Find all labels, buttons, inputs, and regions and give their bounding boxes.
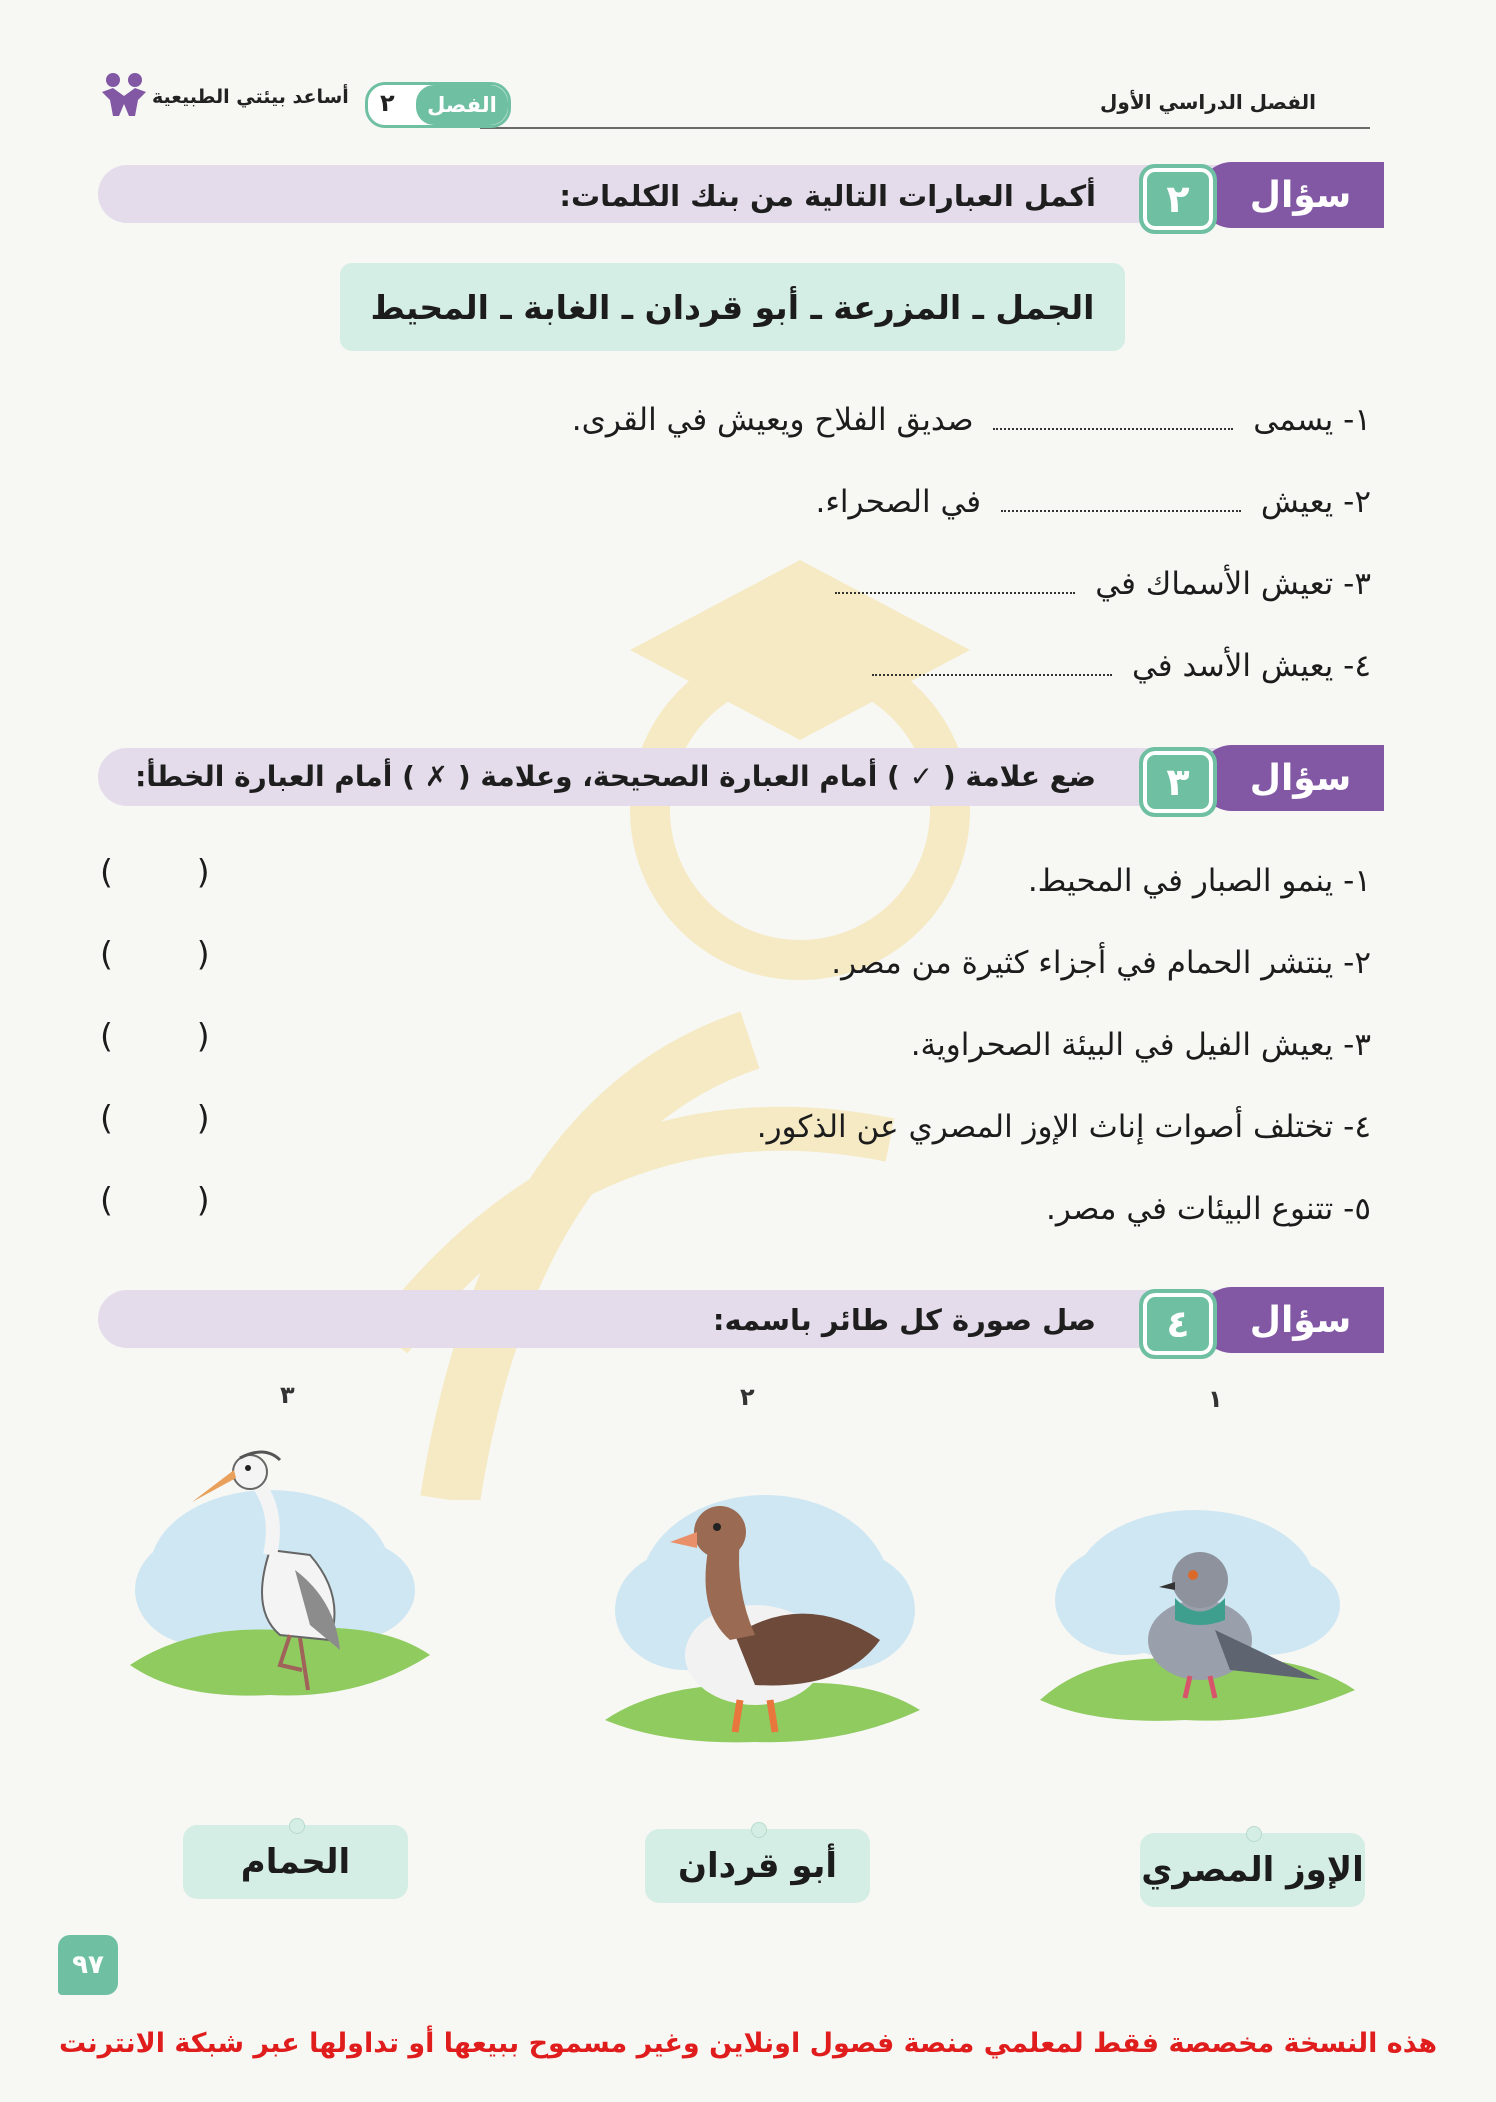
q4-instruction: صل صورة كل طائر باسمه: [712,1303,1096,1337]
q2-item-4-start: ٤- يعيش الأسد في [1131,648,1371,684]
q3-answer-5[interactable]: ( ) [100,1180,210,1219]
q2-item-4 [862,648,1371,684]
chapter-label: الفصل [416,85,508,125]
q3-item-1: ١- ينمو الصبار في المحيط. [1027,863,1371,899]
pigeon-picture[interactable] [1035,1490,1360,1730]
q3-item-5: ٥- تتنوع البيئات في مصر. [1046,1191,1371,1227]
q2-label: سؤال [1199,162,1384,228]
goose-picture[interactable] [605,1470,920,1750]
heron-picture[interactable] [130,1420,430,1720]
q3-answer-4[interactable]: ( ) [100,1098,210,1137]
q2-item-2-end: في الصحراء. [815,484,982,520]
q2-item-1-blank[interactable] [993,406,1233,430]
connect-dot[interactable] [751,1822,767,1838]
q2-item-1-start: ١- يسمى [1253,402,1371,438]
chapter-pill [365,82,511,128]
q3-answer-1[interactable]: ( ) [100,852,210,891]
connect-dot[interactable] [1246,1826,1262,1842]
name-box-cattle-egret[interactable] [645,1829,870,1903]
word-bank: الجمل ـ المزرعة ـ أبو قردان ـ الغابة ـ المحيط [340,263,1125,351]
q3-badge [1139,745,1384,811]
q2-number: ٢ [1139,164,1217,234]
name-box-egyptian-goose[interactable] [1140,1833,1365,1907]
header-rule [480,127,1370,129]
picture-number-1: ١ [1208,1385,1223,1413]
q3-number: ٣ [1139,747,1217,817]
q4-badge [1139,1287,1384,1353]
q2-item-1-end: صديق الفلاح ويعيش في القرى. [571,402,974,438]
q2-item-3-start: ٣- تعيش الأسماك في [1095,566,1371,602]
q3-item-3: ٣- يعيش الفيل في البيئة الصحراوية. [910,1027,1371,1063]
q4-label: سؤال [1199,1287,1384,1353]
q4-number: ٤ [1139,1289,1217,1359]
name-box-pigeon[interactable] [183,1825,408,1899]
q2-item-2 [816,484,1372,520]
chapter-number: ٢ [380,89,395,117]
footer-note: هذه النسخة مخصصة فقط لمعلمي منصة فصول اونلاين وغير مسموح ببيعها أو تداولها عبر شبكة الانترنت [58,2028,1438,2059]
picture-number-2: ٢ [740,1383,755,1411]
q2-item-3-blank[interactable] [835,570,1075,594]
q2-item-2-blank[interactable] [1001,488,1241,512]
q2-item-4-blank[interactable] [872,652,1112,676]
q2-badge [1139,162,1384,228]
term-label: الفصل الدراسي الأول [1100,90,1316,114]
q3-item-4: ٤- تختلف أصوات إناث الإوز المصري عن الذكور. [756,1109,1371,1145]
q3-answer-2[interactable]: ( ) [100,934,210,973]
connect-dot[interactable] [289,1818,305,1834]
kids-icon [98,70,150,118]
q2-item-2-start: ٢- يعيش [1260,484,1371,520]
q2-instruction: أكمل العبارات التالية من بنك الكلمات: [559,179,1096,213]
q3-instruction: ضع علامة ( ✓ ) أمام العبارة الصحيحة، وعلامة ( ✗ ) أمام العبارة الخطأ: [135,760,1096,793]
picture-number-3: ٣ [280,1381,295,1409]
page-number: ٩٧ [58,1935,118,1995]
bird-name-1: الإوز المصري [1141,1850,1364,1890]
q3-item-2: ٢- ينتشر الحمام في أجزاء كثيرة من مصر. [831,945,1371,981]
bird-name-3: الحمام [240,1842,351,1882]
q3-answer-3[interactable]: ( ) [100,1016,210,1055]
bird-name-2: أبو قردان [677,1846,838,1886]
q2-item-3 [825,566,1371,602]
q2-item-1 [572,402,1371,438]
q3-label: سؤال [1199,745,1384,811]
unit-title: أساعد بيئتي الطبيعية [152,86,349,108]
